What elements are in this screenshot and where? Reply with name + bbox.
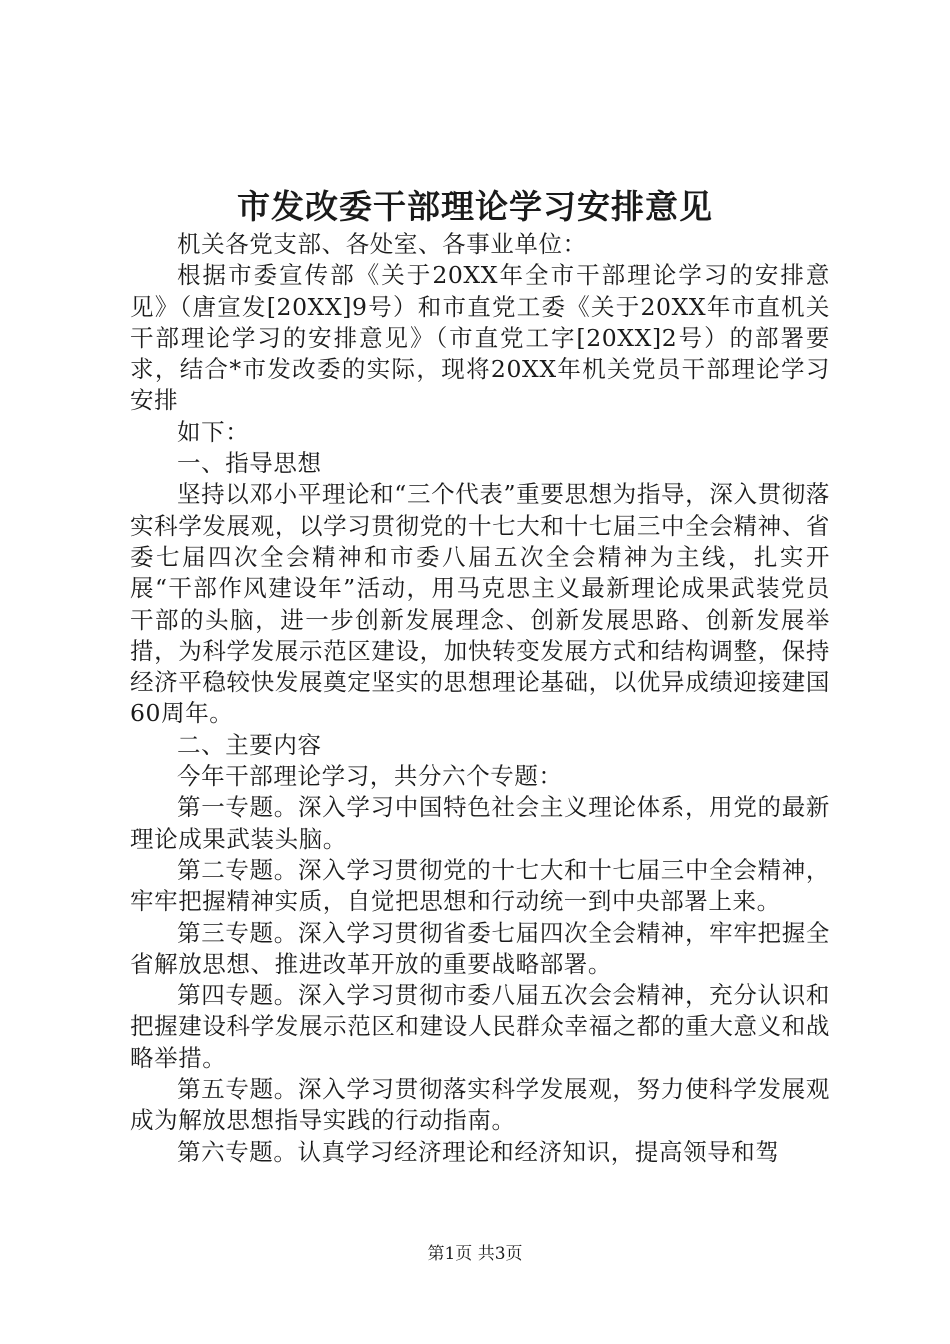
document-title: 市发改委干部理论学习安排意见: [237, 187, 713, 226]
paragraph-topic-2: 第二专题。深入学习贯彻党的十七大和十七届三中全会精神，牢牢把握精神实质，自觉把思想和行动统一到中央部署上来。: [130, 855, 830, 916]
paragraph-topic-1: 第一专题。深入学习中国特色社会主义理论体系，用党的最新理论成果武装头脑。: [130, 793, 830, 853]
paragraph-topics-intro: 今年干部理论学习，共分六个专题：: [177, 762, 563, 791]
paragraph-intro-continued: 如下：: [177, 417, 250, 446]
paragraph-topic-5: 第五专题。深入学习贯彻落实科学发展观，努力使科学发展观成为解放思想指导实践的行动指南。: [130, 1075, 830, 1135]
section-heading-guiding-ideology: 一、指导思想: [177, 449, 322, 478]
paragraph-salutation: 机关各党支部、各处室、各事业单位：: [177, 230, 587, 258]
paragraph-intro: 根据市委宣传部《关于20XX年全市干部理论学习的安排意见》（唐宣发[20XX]9号）和市直党工委《关于20XX年市直机关干部理论学习的安排意见》（市直党工字[20XX]2号）的部署要求，结合*市发改委的实际，现将20XX年机关党员干部理论学习安排: [130, 261, 830, 415]
paragraph-topic-4: 第四专题。深入学习贯彻市委八届五次会会精神，充分认识和把握建设科学发展示范区和建设人民群众幸福之都的重大意义和战略举措。: [130, 981, 830, 1072]
paragraph-topic-6: 第六专题。认真学习经济理论和经济知识，提高领导和驾: [177, 1137, 780, 1166]
paragraph-topic-3: 第三专题。深入学习贯彻省委七届四次全会精神，牢牢把握全省解放思想、推进改革开放的重要战略部署。: [130, 918, 830, 978]
document-body: [130, 229, 830, 1168]
page-footer: 第1页 共3页: [427, 1244, 523, 1264]
section-heading-main-content: 二、主要内容: [177, 730, 322, 759]
paragraph-guiding-ideology: 坚持以邓小平理论和“三个代表”重要思想为指导，深入贯彻落实科学发展观，以学习贯彻党的十七大和十七届三中全会精神、省委七届四次全会精神和市委八届五次全会精神为主线，扎实开展“干部作风建设年”活动，用马克思主义最新理论成果武装党员干部的头脑，进一步创新发展理念、创新发展思路、创新发展举措，为科学发展示范区建设，加快转变发展方式和结构调整，保持经济平稳较快发展奠定坚实的思想理论基础，以优异成绩迎接建国60周年。: [130, 480, 830, 728]
